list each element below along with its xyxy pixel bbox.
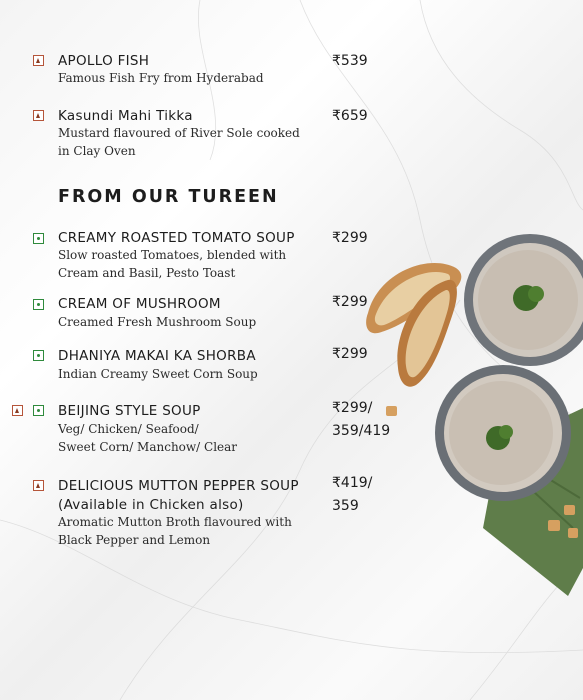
mushroom-soup-bowl-top	[464, 234, 583, 366]
item-price: ₹659	[332, 108, 368, 124]
item-description: Creamed Fresh Mushroom Soup	[58, 315, 257, 329]
item-description-line-1: Veg/ Chicken/ Seafood/	[58, 422, 199, 436]
soup-bowls-illustration	[358, 228, 583, 603]
item-description: Famous Fish Fry from Hyderabad	[58, 71, 264, 85]
item-price: ₹539	[332, 53, 368, 69]
item-price-line-1: ₹419/	[332, 475, 373, 491]
item-description: Indian Creamy Sweet Corn Soup	[58, 367, 258, 381]
item-name: Kasundi Mahi Tikka	[58, 108, 193, 124]
non-veg-marker-icon	[33, 110, 44, 121]
non-veg-marker-icon	[33, 55, 44, 66]
item-price-line-2: 359/419	[332, 423, 391, 439]
item-name: DHANIYA MAKAI KA SHORBA	[58, 348, 256, 364]
item-name: BEIJING STYLE SOUP	[58, 403, 201, 419]
item-description: Slow roasted Tomatoes, blended with Cream and Basil, Pesto Toast	[58, 248, 287, 280]
non-veg-marker-icon	[12, 405, 23, 416]
item-price: ₹299	[332, 230, 368, 246]
item-description: Mustard flavoured of River Sole cooked in Clay Oven	[58, 126, 300, 158]
item-description-line-2: Sweet Corn/ Manchow/ Clear	[58, 440, 238, 454]
toast-slices	[366, 263, 461, 387]
veg-marker-icon	[33, 299, 44, 310]
veg-marker-icon	[33, 233, 44, 244]
veg-marker-icon	[33, 350, 44, 361]
item-price-line-1: ₹299/	[332, 400, 373, 416]
item-name: CREAM OF MUSHROOM	[58, 296, 221, 312]
item-name: CREAMY ROASTED TOMATO SOUP	[58, 230, 295, 246]
item-name: APOLLO FISH	[58, 53, 150, 69]
item-price: ₹299	[332, 294, 368, 310]
non-veg-marker-icon	[33, 480, 44, 491]
mushroom-soup-bowl-bottom	[435, 365, 571, 501]
item-price-line-2: 359	[332, 498, 359, 514]
section-title: FROM OUR TUREEN	[58, 187, 279, 207]
item-name-line-1: DELICIOUS MUTTON PEPPER SOUP	[58, 478, 299, 494]
veg-marker-icon	[33, 405, 44, 416]
item-price: ₹299	[332, 346, 368, 362]
item-name-line-2: (Available in Chicken also)	[58, 497, 244, 513]
item-description: Aromatic Mutton Broth flavoured with Black Pepper and Lemon	[58, 515, 292, 547]
